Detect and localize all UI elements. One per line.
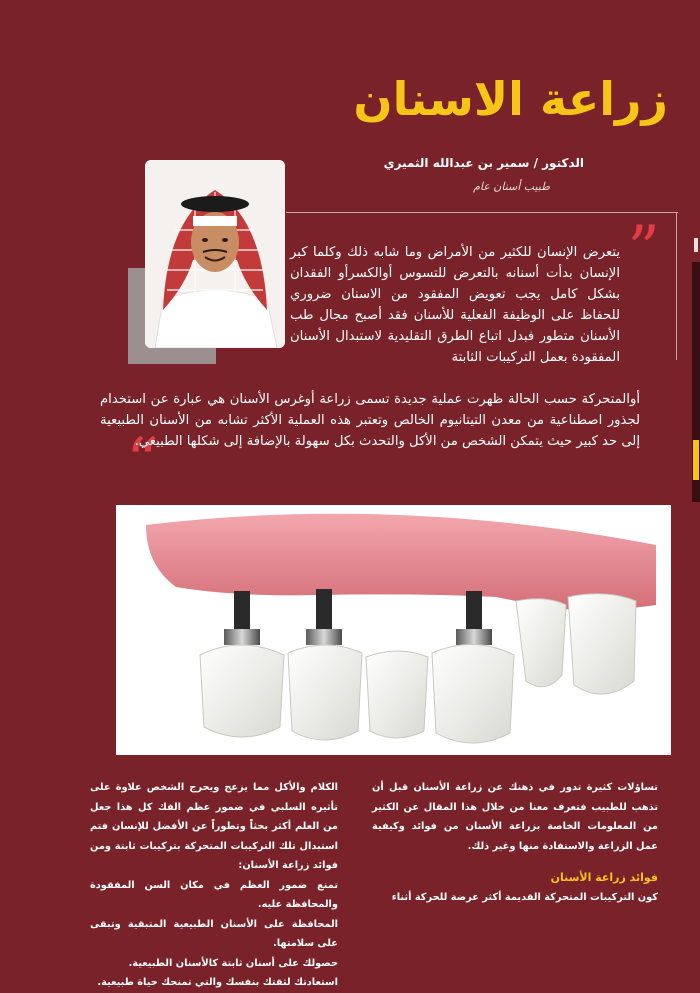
author-role: طبيب أسنان عام	[473, 180, 550, 193]
dental-implant-illustration	[116, 505, 671, 755]
intro-paragraph: أوالمتحركة حسب الحالة ظهرت عملية جديدة تسمى زراعة أوغرس الأسنان هي عبارة عن استخدام لجذور اصطناعية من معدن التيتانيوم الخالص وتعتبر هذه العملية الأكثر تشابه من الأسنان الطبيعية إلى حد كبير حيث يتمكن الشخص من الأكل والتحدث بكل سهولة بالإضافة إلى شكلها الطبيعي.	[100, 392, 640, 449]
close-quote-icon: “	[126, 425, 159, 499]
body-column-right	[372, 778, 658, 907]
benefit-item: استعادتك لثقتك بنفسك والتي تمنحك حياة طبيعية.	[97, 977, 338, 988]
open-quote-icon: ”	[627, 213, 660, 287]
page-edge-tab	[693, 440, 699, 480]
frame-line	[676, 212, 677, 360]
author-name: الدكتور / سمير بن عبدالله الثميري	[383, 156, 584, 170]
page-edge-mark	[694, 238, 698, 252]
body-paragraph: تساؤلات كثيرة تدور في ذهنك عن زراعة الأسنان قبل أن تذهب للطبيب فتعرف معنا من خلال هذا المقال عن الكثير من المعلومات الخاصة بزراعة الأسنان من فوائد وكيفية عمل الزراعة والاستفادة منها وغير ذلك.	[372, 782, 658, 852]
intro-paragraph: يتعرض الإنسان للكثير من الأمراض وما شابه ذلك وكلما كبر الإنسان بدأت أسنانه بالتعرض للتسوس أوالكسرأو الفقدان بشكل كامل يجب تعويض المفقود من الاسنان ضروري للحفاظ على الوظيفة الفعلية للأسنان فقد أصبح مجال طب الأسنان متطور فبدل اتباع الطرق التقليدية لاستبدال الأسنان المفقودة بعمل التركيبات الثابتة	[290, 245, 620, 365]
author-photo	[145, 160, 285, 348]
section-heading: فوائد زراعة الأسنان	[550, 871, 658, 884]
benefit-item: تمنع ضمور العظم في مكان السن المفقودة والمحافظة عليه.	[90, 879, 338, 910]
frame-line	[286, 212, 678, 213]
body-paragraph: كون التركيبات المتحركة القديمة أكثر عرضة للحركة أثناء	[391, 891, 658, 903]
body-column-left	[90, 778, 338, 993]
article-title: زراعة الاسنان	[353, 72, 668, 126]
body-paragraph: الكلام والأكل مما يزعج ويحرج الشخص علاوة على تأثيره السلبي في ضمور عظم الفك كل هذا جعل من العلم أكثر بحثاً وتطوراً عن الأفضل للإنسان فتم استبدال تلك التركيبات المتحركة بتركيبات ثابتة ومن فوائد زراعة الأسنان:	[90, 782, 338, 871]
benefit-item: حصولك على أسنان ثابتة كالأسنان الطبيعية.	[128, 957, 338, 969]
benefit-item: المحافظة على الأسنان الطبيعية المتبقية وتبقى على سلامتها.	[90, 918, 338, 949]
